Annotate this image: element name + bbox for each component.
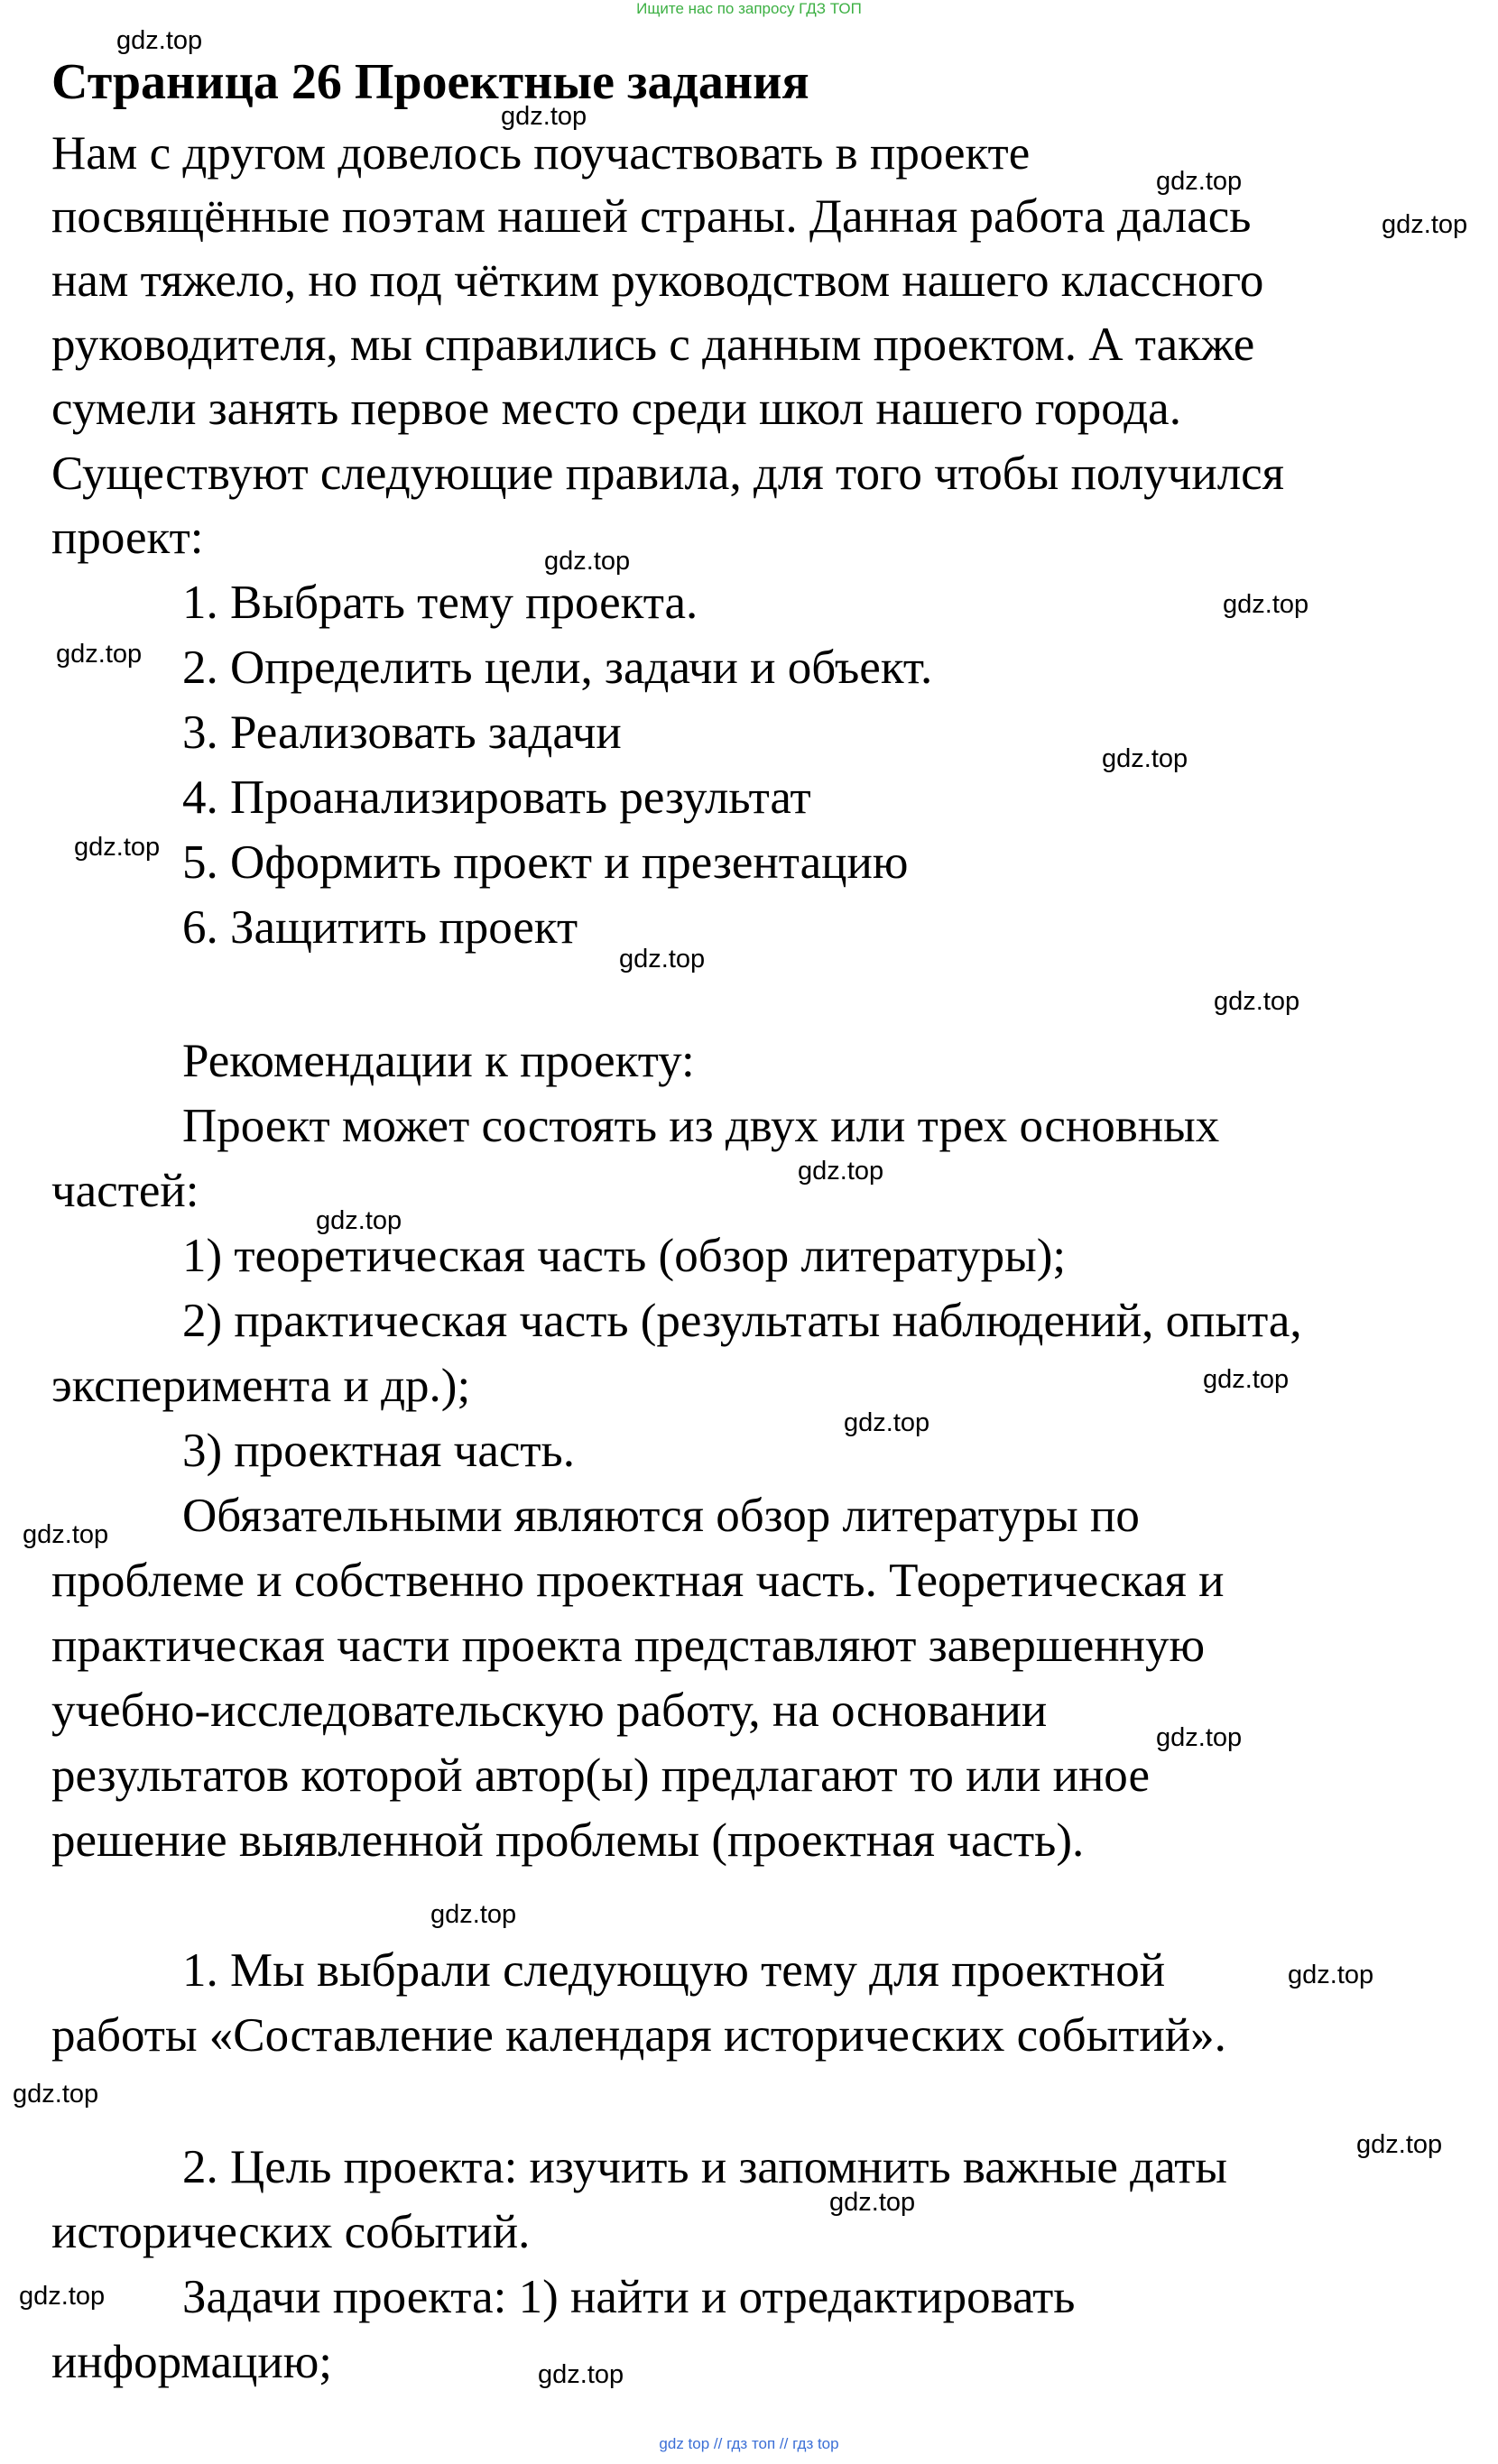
intro-line: Существуют следующие правила, для того чтобы получился [51,448,1285,500]
top-banner: Ищите нас по запросу ГДЗ ТОП [636,0,862,17]
answer-line: 2. Цель проекта: изучить и запомнить важные даты [182,2141,1228,2193]
watermark: gdz.top [798,1157,884,1186]
page-title: Страница 26 Проектные задания [51,54,809,110]
rule-item: 3. Реализовать задачи [182,706,622,759]
recommendation-line: Обязательными являются обзор литературы по [182,1490,1140,1542]
answer-line: работы «Составление календаря исторических событий». [51,2009,1226,2062]
intro-line: сумели занять первое место среди школ нашего города. [51,383,1181,435]
watermark: gdz.top [1288,1961,1374,1989]
recommendation-line: учебно-исследовательскую работу, на основании [51,1684,1048,1737]
recommendation-line: Проект может состоять из двух или трех основных [182,1100,1220,1152]
watermark: gdz.top [430,1900,517,1929]
recommendation-line: 3) проектная часть. [182,1425,575,1477]
watermark: gdz.top [1223,590,1309,619]
watermark: gdz.top [23,1520,109,1549]
watermark: gdz.top [619,945,706,974]
rule-item: 5. Оформить проект и презентацию [182,836,909,889]
watermark: gdz.top [116,26,203,55]
intro-line: посвящённые поэтам нашей страны. Данная работа далась [51,190,1252,243]
watermark: gdz.top [1102,744,1188,773]
rule-item: 2. Определить цели, задачи и объект. [182,641,933,694]
intro-line: нам тяжело, но под чётким руководством нашего классного [51,254,1264,307]
watermark: gdz.top [1156,1723,1243,1752]
watermark: gdz.top [1214,987,1300,1016]
intro-line: Нам с другом довелось поучаствовать в проекте [51,127,1031,180]
answer-line: Задачи проекта: 1) найти и отредактировать [182,2271,1076,2323]
answer-line: исторических событий. [51,2206,531,2258]
watermark: gdz.top [1203,1365,1290,1394]
recommendation-line: 1) теоретическая часть (обзор литературы); [182,1230,1067,1282]
watermark: gdz.top [74,833,161,862]
recommendation-line: 2) практическая часть (результаты наблюдений, опыта, [182,1295,1302,1347]
recommendation-line: решение выявленной проблемы (проектная часть). [51,1814,1085,1867]
rule-item: 4. Проанализировать результат [182,771,811,824]
recommendation-line: практическая части проекта представляют завершенную [51,1620,1206,1672]
recommendation-line: проблеме и собственно проектная часть. Теоретическая и [51,1555,1225,1607]
recommendation-line: частей: [51,1165,199,1217]
watermark: gdz.top [19,2282,106,2311]
bottom-banner: gdz top // гдз топ // гдз top [659,2435,839,2452]
intro-line: руководителя, мы справились с данным проектом. А также [51,318,1255,371]
intro-line: проект: [51,512,204,564]
watermark: gdz.top [1156,167,1243,196]
answer-line: информацию; [51,2336,333,2388]
watermark: gdz.top [844,1408,930,1437]
watermark: gdz.top [1382,210,1468,239]
answer-line: 1. Мы выбрали следующую тему для проектной [182,1944,1166,1997]
watermark: gdz.top [56,640,143,669]
watermark: gdz.top [1356,2130,1443,2159]
watermark: gdz.top [13,2080,99,2109]
watermark: gdz.top [829,2188,916,2217]
watermark: gdz.top [501,102,587,131]
rule-item: 1. Выбрать тему проекта. [182,577,698,629]
watermark: gdz.top [316,1206,402,1235]
recommendations-heading: Рекомендации к проекту: [182,1035,695,1087]
recommendation-line: результатов которой автор(ы) предлагают то или иное [51,1749,1150,1802]
watermark: gdz.top [538,2360,624,2389]
rule-item: 6. Защитить проект [182,901,578,954]
watermark: gdz.top [544,547,631,576]
recommendation-line: эксперимента и др.); [51,1360,471,1412]
